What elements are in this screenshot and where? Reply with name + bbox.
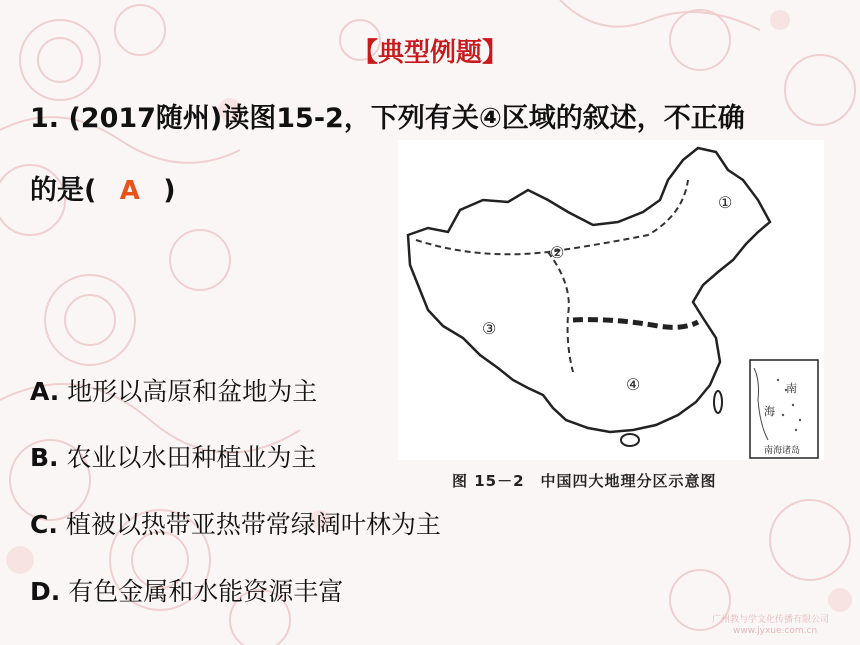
answer-suffix: ) [163, 175, 176, 206]
question-stem: 1. (2017随州)读图15-2，下列有关④区域的叙述，不正确 [30, 103, 745, 134]
option-text: 农业以水田种植业为主 [66, 443, 317, 472]
region-label-4: ④ [626, 375, 641, 394]
option-a [30, 372, 317, 408]
option-text: 地形以高原和盆地为主 [67, 377, 318, 406]
option-letter: C. [30, 510, 58, 539]
region-label-1: ① [718, 193, 733, 212]
inset-label-2: 海 [764, 405, 775, 418]
inset-caption: 南海诸岛 [764, 446, 801, 456]
option-text: 有色金属和水能资源丰富 [68, 577, 344, 606]
inset-label-1: 南 [786, 382, 797, 395]
section-title: 【典型例题】 [351, 38, 508, 68]
option-c [30, 505, 441, 541]
answer-value: A [119, 176, 140, 206]
option-letter: A. [30, 377, 60, 406]
china-regions-map [398, 140, 824, 460]
watermark-company: 广州教与学文化传播有限公司 [712, 615, 830, 625]
question-answer-line [30, 168, 176, 207]
option-b [30, 438, 317, 474]
region-label-3: ③ [482, 319, 497, 338]
option-d [30, 572, 343, 608]
south-sea-inset [750, 360, 818, 458]
figure-caption: 图 15－2 中国四大地理分区示意图 [452, 472, 717, 490]
answer-prefix: 的是( [30, 175, 97, 206]
option-text: 植被以热带亚热带常绿阔叶林为主 [65, 510, 441, 539]
region-label-2: ② [550, 243, 565, 262]
map-svg [398, 140, 824, 460]
watermark-url: www.jyxue.com.cn [733, 626, 818, 636]
option-letter: D. [30, 577, 61, 606]
option-letter: B. [30, 443, 59, 472]
